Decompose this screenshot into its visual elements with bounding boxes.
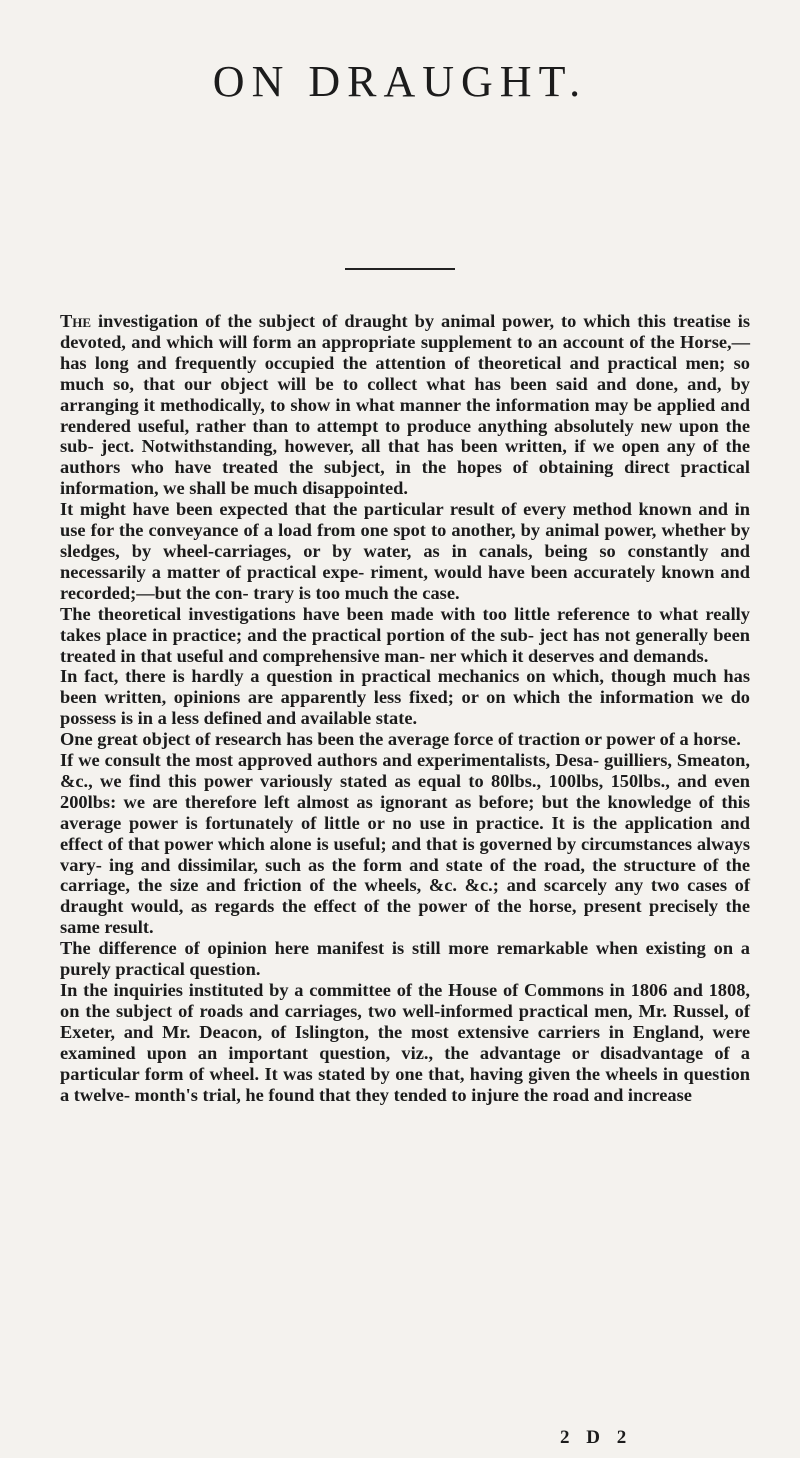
paragraph: The difference of opinion here manifest is still more remarkable when existing on a purely practical question. [60,938,750,980]
paragraph: The theoretical investigations have been made with too little reference to what really takes place in practice; and the practical portion of the sub- ject has not generally been treated in that useful and comprehensive man- ner which it deserves and demands. [60,603,750,666]
title-divider [345,268,455,270]
paragraph: If we consult the most approved authors and experimentalists, Desa- guilliers, Smeaton, &c., we find this power variously stated as equal to 80lbs., 100lbs, 150lbs., and even 200lbs: we are therefore left almost as ignorant as before; but the knowledge of this average power is fortunately of little or no use in practice. It is the application and effect of that power which alone is useful; and that is governed by circumstances always vary- ing and dissimilar, such as the form and state of the road, the structure of the carriage, the size and friction of the wheels, &c. &c.; and scarcely any two cases of draught would, as regards the effect of the power of the horse, present precisely the same result. [60,750,750,938]
paragraph-text: investigation of the subject of draught by animal power, to which this treatise is devoted, and which will form an appropriate supplement to an account of the Horse,—has long and frequently occupied the attention of theoretical and practical men; so much so, that our object will be to collect what has been said and done, and, by arranging it methodically, to show in what manner the information may be applied and rendered useful, rather than to attempt to produce anything absolutely new upon the sub- ject. Notwithstanding, however, all that has been written, if we open any of the authors who have treated the subject, in the hopes of obtaining direct practical information, we shall be much disappointed. [60,311,750,499]
page-title: ON DRAUGHT. [212,57,588,106]
paragraph: One great object of research has been the average force of traction or power of a horse. [60,729,741,750]
signature-mark: 2 D 2 [560,1427,633,1448]
paragraph: In the inquiries instituted by a committee of the House of Commons in 1806 and 1808, on the subject of roads and carriages, two well-informed practical men, Mr. Russel, of Exeter, and Mr. Deacon, of Islington, the most extensive carriers in England, were examined upon an important question, viz., the advantage or disadvantage of a particular form of wheel. It was stated by one that, having given the wheels in question a twelve- month's trial, he found that they tended to injure the road and increase [60,980,750,1105]
drop-word: The [60,311,92,331]
paragraph: It might have been expected that the particular result of every method known and in use for the conveyance of a load from one spot to another, by animal power, whether by sledges, by wheel-carriages, or by water, as in canals, being so constantly and necessarily a matter of practical expe- riment, would have been accurately known and recorded;—but the con- trary is too much the case. [60,499,750,603]
paragraph [60,311,750,499]
paragraph: In fact, there is hardly a question in practical mechanics on which, though much has been written, opinions are apparently less fixed; or on which the information we do possess is in a less defined and available state. [60,666,750,729]
body-text [60,311,750,1105]
